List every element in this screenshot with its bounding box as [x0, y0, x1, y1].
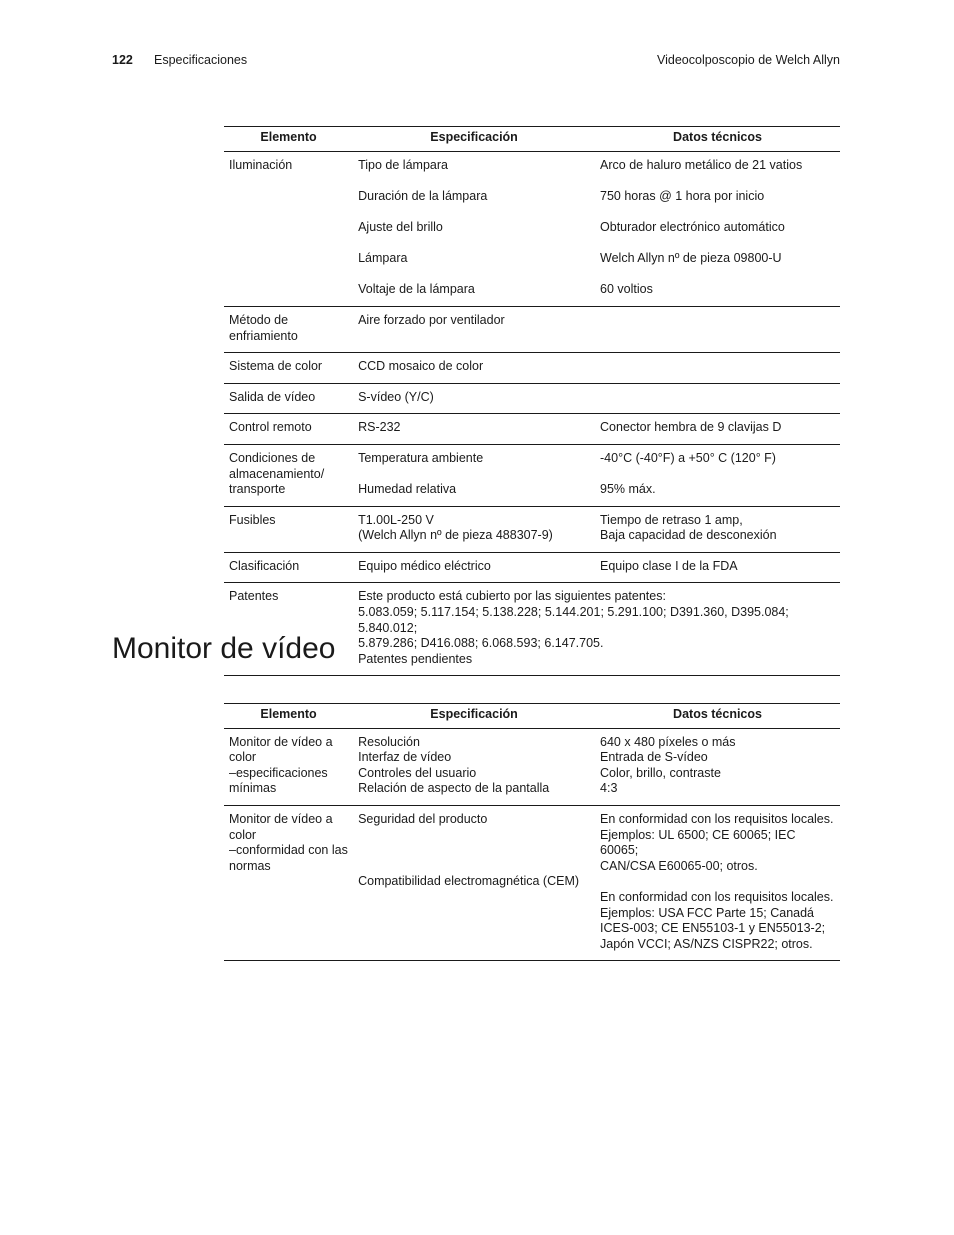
patent-line: Este producto está cubierto por las siguientes patentes:: [358, 589, 666, 604]
spec-line: Compatibilidad electromagnética (CEM): [358, 874, 580, 889]
spec-line: Temperatura ambiente: [358, 450, 484, 465]
tech-line: Tiempo de retraso 1 amp,: [600, 512, 743, 527]
tech-line: Entrada de S-vídeo: [600, 750, 708, 765]
element-cell: Fusibles: [224, 506, 353, 552]
spec-cell: S-vídeo (Y/C): [353, 383, 595, 414]
table-row: [224, 805, 840, 960]
spec-line: Interfaz de vídeo: [358, 750, 452, 765]
spec-cell: [353, 805, 595, 960]
table-row: [224, 552, 840, 583]
spec-line: Seguridad del producto: [358, 811, 488, 826]
spec-line: Humedad relativa: [358, 482, 457, 497]
spec-line: (Welch Allyn nº de pieza 488307-9): [358, 528, 553, 543]
element-cell: [224, 728, 353, 805]
column-header-element: Elemento: [224, 704, 353, 729]
section-title: Monitor de vídeo: [112, 632, 336, 665]
running-header-title: Videocolposcopio de Welch Allyn: [657, 53, 840, 67]
spec-cell: [353, 444, 595, 506]
tech-line: 640 x 480 píxeles o más: [600, 734, 736, 749]
spec-cell: [353, 151, 595, 306]
spec-line: Relación de aspecto de la pantalla: [358, 781, 550, 796]
element-line: mínimas: [229, 781, 277, 796]
spec-line: Voltaje de la lámpara: [358, 282, 475, 297]
table-row: [224, 353, 840, 384]
element-line: transporte: [229, 482, 286, 497]
tech-line: -40°C (-40°F) a +50° C (120° F): [600, 450, 776, 465]
element-cell: Método de enfriamiento: [224, 306, 353, 352]
tech-cell: [595, 383, 840, 414]
element-line: –especificaciones: [229, 765, 328, 780]
spec-cell: [353, 506, 595, 552]
column-header-tech: Datos técnicos: [595, 704, 840, 729]
spec-line: Resolución: [358, 734, 420, 749]
element-line: Condiciones de: [229, 450, 316, 465]
spec-line: Lámpara: [358, 251, 408, 266]
tech-cell: Equipo clase I de la FDA: [595, 552, 840, 583]
column-header-tech: Datos técnicos: [595, 127, 840, 152]
column-header-element: Elemento: [224, 127, 353, 152]
patents-cell: [353, 583, 840, 676]
tech-line: En conformidad con los requisitos locales.: [600, 889, 834, 904]
tech-cell: [595, 151, 840, 306]
running-header-section: Especificaciones: [154, 53, 248, 67]
element-cell: [224, 805, 353, 960]
element-cell: Iluminación: [224, 151, 353, 306]
tech-line: 95% máx.: [600, 482, 656, 497]
spec-line: Controles del usuario: [358, 765, 477, 780]
spec-line: Ajuste del brillo: [358, 219, 443, 234]
patent-line: 5.879.286; D416.088; 6.068.593; 6.147.705.: [358, 636, 604, 651]
spec-cell: Equipo médico eléctrico: [353, 552, 595, 583]
tech-line: Arco de haluro metálico de 21 vatios: [600, 157, 803, 172]
spec-cell: [353, 728, 595, 805]
page-number: 122: [112, 53, 133, 67]
tech-line: 60 voltios: [600, 282, 653, 297]
element-line: Monitor de vídeo a color: [229, 811, 333, 842]
tech-line: Obturador electrónico automático: [600, 219, 785, 234]
column-header-spec: Especificación: [353, 704, 595, 729]
table-row: [224, 306, 840, 352]
tech-line: CAN/CSA E60065-00; otros.: [600, 858, 758, 873]
table-row: [224, 151, 840, 306]
tech-cell: [595, 353, 840, 384]
element-cell: Salida de vídeo: [224, 383, 353, 414]
element-line: almacenamiento/: [229, 466, 325, 481]
tech-line: ICES-003; CE EN55103-1 y EN55013-2;: [600, 921, 826, 936]
element-line: normas: [229, 858, 271, 873]
tech-cell: [595, 506, 840, 552]
spec-line: Tipo de lámpara: [358, 157, 448, 172]
spec-cell: RS-232: [353, 414, 595, 445]
element-cell: Control remoto: [224, 414, 353, 445]
element-line: –conformidad con las: [229, 843, 348, 858]
tech-line: En conformidad con los requisitos locales.: [600, 811, 834, 826]
tech-line: Ejemplos: USA FCC Parte 15; Canadá: [600, 905, 815, 920]
video-monitor-table: [224, 703, 840, 961]
element-cell: Clasificación: [224, 552, 353, 583]
table-row: [224, 444, 840, 506]
tech-cell: [595, 306, 840, 352]
element-line: Monitor de vídeo a color: [229, 734, 333, 765]
tech-cell: Conector hembra de 9 clavijas D: [595, 414, 840, 445]
table-header-row: [224, 704, 840, 729]
spec-cell: Aire forzado por ventilador: [353, 306, 595, 352]
tech-line: Color, brillo, contraste: [600, 765, 721, 780]
tech-cell: [595, 728, 840, 805]
tech-cell: [595, 444, 840, 506]
tech-line: Baja capacidad de desconexión: [600, 528, 777, 543]
element-cell: Sistema de color: [224, 353, 353, 384]
tech-cell: [595, 805, 840, 960]
tech-line: 4:3: [600, 781, 618, 796]
table-header-row: [224, 127, 840, 152]
element-cell: Patentes: [224, 583, 353, 676]
spec-cell: CCD mosaico de color: [353, 353, 595, 384]
patent-line: 5.083.059; 5.117.154; 5.138.228; 5.144.201; 5.291.100; D391.360, D395.084; 5.840.012;: [358, 605, 789, 635]
table-row: [224, 414, 840, 445]
table-row: [224, 728, 840, 805]
table-row: [224, 506, 840, 552]
tech-line: 750 horas @ 1 hora por inicio: [600, 188, 765, 203]
column-header-spec: Especificación: [353, 127, 595, 152]
tech-line: Ejemplos: UL 6500; CE 60065; IEC 60065;: [600, 827, 796, 858]
table-row: [224, 383, 840, 414]
tech-line: Japón VCCI; AS/NZS CISPR22; otros.: [600, 936, 813, 951]
patent-line: Patentes pendientes: [358, 651, 473, 666]
tech-line: Welch Allyn nº de pieza 09800-U: [600, 251, 782, 266]
spec-line: T1.00L-250 V: [358, 512, 434, 527]
spec-line: Duración de la lámpara: [358, 188, 488, 203]
specifications-table: [224, 126, 840, 676]
element-cell: [224, 444, 353, 506]
